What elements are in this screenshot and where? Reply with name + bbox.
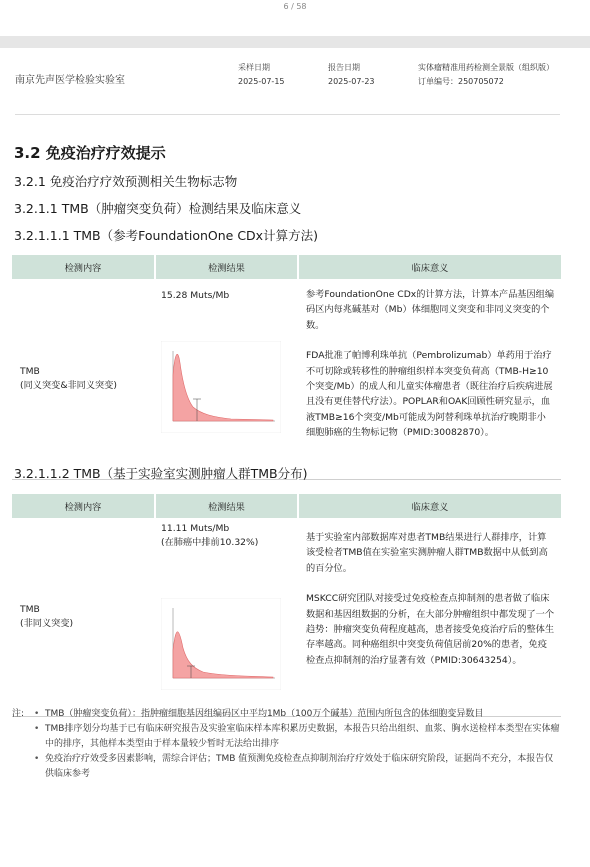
tmb-result-value: 15.28 Muts/Mb	[161, 290, 230, 301]
col-header-item: 检测内容	[12, 255, 155, 279]
report-header	[0, 48, 590, 98]
tmb-mskcc-text: MSKCC研究团队对接受过免疫检查点抑制剂的患者做了临床数据和基因组数据的分析，在大部分肿瘤组织中都发现了一个趋势：肿瘤突变负荷程度越高，患者接受免疫治疗后的整体生存率越高。同种癌组织中突变负荷值居前20%的患者，免疫检查点抑制剂的治疗显著有效（PMID:30643254）。	[306, 593, 555, 666]
tmb-foundation-table	[12, 255, 561, 480]
tmb-significance-cell	[298, 279, 561, 479]
report-type: 实体瘤精准用药检测全景版（组织版）	[418, 63, 554, 72]
order-value: 250705072	[458, 77, 504, 86]
tmb-item-name: TMB	[20, 365, 40, 377]
tmb-fda-text: FDA批准了帕博利珠单抗（Pembrolizumab）单药用于治疗不可切除或转移性的肿瘤组织样本突变负荷高（TMB-H≥10个突变/Mb）的成人和儿童实体瘤患者（既往治疗后疾病进展且没有更佳替代疗法）。POPLAR和OAK回顾性研究显示，血液TMB≥16个突变/Mb可能成为阿替利珠单抗治疗晚期非小细胞肺癌的生物标记物（PMID:30082870）。	[306, 350, 553, 439]
tmb-lab-distribution-plot	[161, 598, 281, 690]
page-indicator: 6 / 58	[283, 2, 307, 11]
note-item: • TMB（肿瘤突变负荷）：指肿瘤细胞基因组编码区中平均1Mb（100万个碱基）范围内所包含的体细胞变异数目	[34, 707, 560, 722]
order-number	[418, 75, 554, 89]
note-item: • 免疫治疗疗效受多因素影响，需综合评估；TMB 值预测免疫检查点抑制剂治疗疗效处于临床研究阶段，证据尚不充分，本报告仅供临床参考	[34, 752, 560, 782]
tmb-result-cell	[155, 518, 298, 716]
notes-list	[34, 707, 560, 782]
tmb-lab-distribution-chart	[161, 598, 281, 690]
subsection-title: 3.2.1 免疫治疗疗效预测相关生物标志物	[14, 174, 238, 189]
col-header-significance: 临床意义	[298, 494, 561, 518]
tmb-significance-cell	[298, 518, 561, 716]
report-date-block	[328, 61, 375, 89]
section-title: 3.2 免疫治疗疗效提示	[14, 144, 166, 162]
footnotes	[12, 707, 560, 782]
tmb-item-type: (同义突变&非同义突变)	[20, 379, 118, 391]
col-header-item: 检测内容	[12, 494, 155, 518]
tmb-section-title: 3.2.1.1 TMB（肿瘤突变负荷）检测结果及临床意义	[14, 201, 302, 216]
col-header-significance: 临床意义	[298, 255, 561, 279]
tmb-result-cell	[155, 279, 298, 479]
notes-prefix: 注:	[12, 709, 25, 719]
report-date-label: 报告日期	[328, 63, 360, 72]
order-label: 订单编号：	[418, 77, 458, 86]
tmb-distribution-chart	[161, 341, 281, 433]
lab-name: 南京先声医学检验实验室	[15, 75, 125, 86]
tmb-lab-distribution-title: 3.2.1.1.2 TMB（基于实验室实测肿瘤人群TMB分布)	[14, 466, 308, 481]
tmb-method-text: 参考FoundationOne CDx的计算方法，计算本产品基因组编码区内每兆碱基对（Mb）体细胞同义突变和非同义突变的个数。	[306, 289, 555, 331]
tmb-distribution-plot	[161, 341, 281, 433]
note-item: • TMB排序划分均基于已有临床研究报告及实验室临床样本库积累历史数据，本报告只给出组织、血浆、胸水送检样本类型在实体瘤中的排序，其他样本类型由于样本量较少暂时无法给出排序	[34, 722, 560, 752]
sample-date-label: 采样日期	[238, 63, 270, 72]
tmb-rank-method-text: 基于实验室内部数据库对患者TMB结果进行人群排序，计算该受检者TMB值在实验室实测肿瘤人群TMB数据中从低到高的百分位。	[306, 532, 548, 574]
sample-date-value: 2025-07-15	[238, 77, 285, 86]
tmb-item-cell	[12, 279, 155, 479]
col-header-result: 检测结果	[155, 255, 298, 279]
sample-date-block	[238, 61, 285, 89]
page-separator	[0, 36, 590, 48]
tmb-result-rank: (在肺癌中排前10.32%)	[161, 537, 259, 548]
viewer-top-bar	[0, 0, 590, 40]
report-type-block	[418, 61, 554, 89]
tmb-item-name: TMB	[20, 603, 40, 615]
tmb-lab-table	[12, 494, 561, 717]
tmb-result-value: 11.11 Muts/Mb	[161, 523, 230, 534]
header-divider	[15, 114, 560, 115]
tmb-item-type: (非同义突变)	[20, 617, 74, 629]
col-header-result: 检测结果	[155, 494, 298, 518]
tmb-foundation-title: 3.2.1.1.1 TMB（参考FoundationOne CDx计算方法)	[14, 228, 318, 243]
tmb-item-cell	[12, 518, 155, 716]
report-date-value: 2025-07-23	[328, 77, 375, 86]
